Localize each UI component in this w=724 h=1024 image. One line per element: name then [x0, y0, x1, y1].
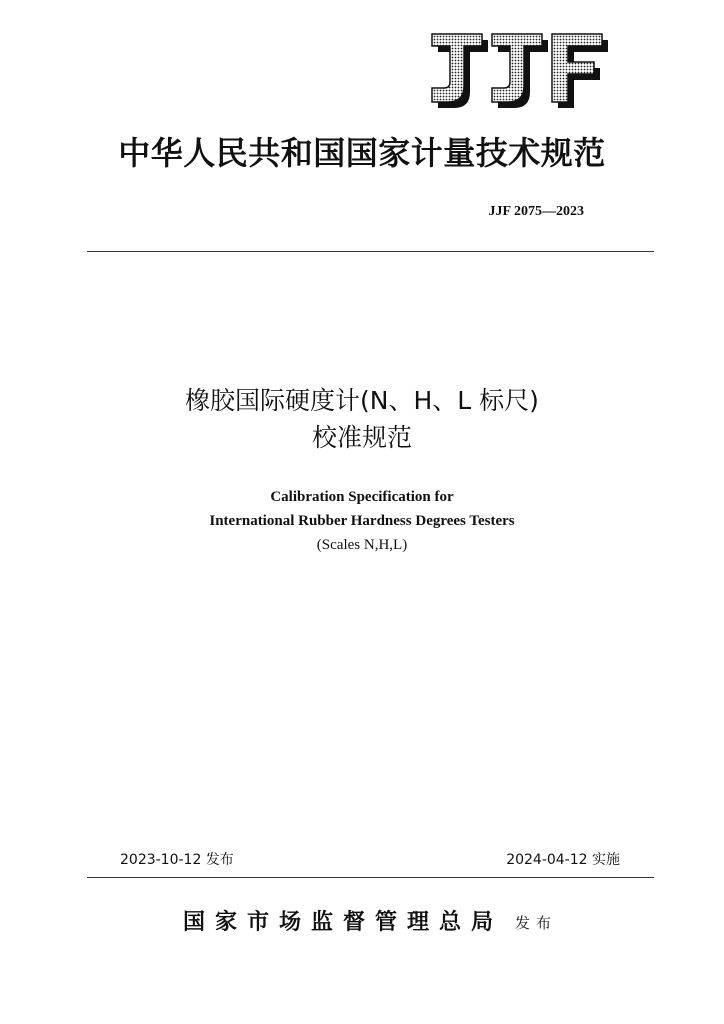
title-en-line2: International Rubber Hardness Degrees Testers	[209, 513, 515, 529]
jjf-logo	[430, 32, 610, 110]
publisher-name: 国家市场监督管理总局	[183, 909, 504, 935]
title-cn-line1: 橡胶国际硬度计(N、H、L 标尺)	[185, 386, 539, 415]
top-divider	[87, 251, 654, 252]
title-cn-line2: 校准规范	[311, 423, 412, 452]
organization-title: 中华人民共和国国家计量技术规范	[118, 134, 606, 172]
bottom-divider	[87, 877, 654, 878]
standard-number: JJF 2075—2023	[488, 204, 584, 219]
implementation-date: 2024-04-12 实施	[506, 852, 620, 868]
publish-label: 发布	[515, 914, 558, 932]
title-en-line1: Calibration Specification for	[270, 489, 454, 505]
title-en-line3: (Scales N,H,L)	[316, 537, 408, 553]
issue-date: 2023-10-12 发布	[120, 852, 234, 868]
